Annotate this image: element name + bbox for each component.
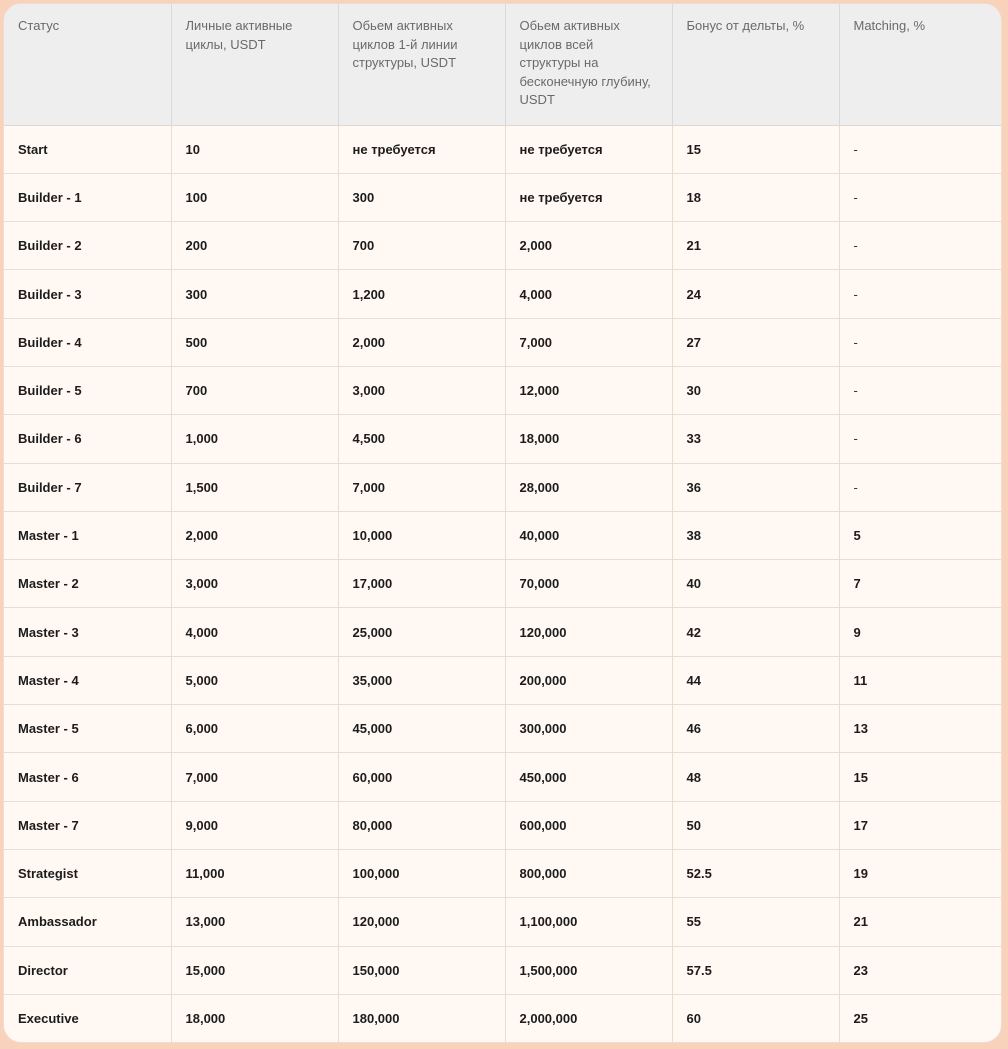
cell-status: Builder - 7 — [4, 463, 171, 511]
table-header — [4, 4, 1002, 125]
cell-personal-cycles: 7,000 — [171, 753, 338, 801]
cell-total-structure-volume: 18,000 — [505, 415, 672, 463]
cell-first-line-volume: 300 — [338, 173, 505, 221]
cell-matching: - — [839, 415, 1002, 463]
header-first-line-volume: Обьем активных циклов 1-й линии структуры, USDT — [338, 4, 505, 125]
cell-total-structure-volume: 2,000 — [505, 222, 672, 270]
cell-first-line-volume: 45,000 — [338, 705, 505, 753]
cell-personal-cycles: 5,000 — [171, 656, 338, 704]
cell-delta-bonus: 52.5 — [672, 849, 839, 897]
cell-personal-cycles: 11,000 — [171, 849, 338, 897]
cell-matching: 17 — [839, 801, 1002, 849]
cell-status: Start — [4, 125, 171, 173]
header-status: Статус — [4, 4, 171, 125]
cell-status: Master - 3 — [4, 608, 171, 656]
table-row — [4, 463, 1002, 511]
cell-first-line-volume: 100,000 — [338, 849, 505, 897]
cell-matching: 15 — [839, 753, 1002, 801]
cell-personal-cycles: 700 — [171, 366, 338, 414]
cell-delta-bonus: 33 — [672, 415, 839, 463]
cell-first-line-volume: 17,000 — [338, 560, 505, 608]
cell-total-structure-volume: 1,100,000 — [505, 898, 672, 946]
cell-personal-cycles: 100 — [171, 173, 338, 221]
cell-status: Master - 6 — [4, 753, 171, 801]
table-row — [4, 560, 1002, 608]
cell-status: Builder - 1 — [4, 173, 171, 221]
cell-delta-bonus: 60 — [672, 994, 839, 1042]
cell-personal-cycles: 13,000 — [171, 898, 338, 946]
cell-first-line-volume: 80,000 — [338, 801, 505, 849]
cell-delta-bonus: 57.5 — [672, 946, 839, 994]
cell-matching: - — [839, 173, 1002, 221]
cell-status: Builder - 4 — [4, 318, 171, 366]
table-row — [4, 608, 1002, 656]
cell-matching: 5 — [839, 511, 1002, 559]
cell-personal-cycles: 9,000 — [171, 801, 338, 849]
cell-total-structure-volume: 120,000 — [505, 608, 672, 656]
cell-status: Builder - 6 — [4, 415, 171, 463]
cell-delta-bonus: 15 — [672, 125, 839, 173]
table-row — [4, 801, 1002, 849]
cell-total-structure-volume: не требуется — [505, 125, 672, 173]
cell-matching: - — [839, 463, 1002, 511]
cell-status: Master - 7 — [4, 801, 171, 849]
cell-status: Builder - 2 — [4, 222, 171, 270]
cell-status: Master - 4 — [4, 656, 171, 704]
cell-personal-cycles: 6,000 — [171, 705, 338, 753]
cell-status: Master - 5 — [4, 705, 171, 753]
cell-delta-bonus: 21 — [672, 222, 839, 270]
cell-total-structure-volume: 300,000 — [505, 705, 672, 753]
header-matching: Matching, % — [839, 4, 1002, 125]
table-body — [4, 125, 1002, 1043]
table-row — [4, 125, 1002, 173]
cell-total-structure-volume: 2,000,000 — [505, 994, 672, 1042]
cell-first-line-volume: 150,000 — [338, 946, 505, 994]
table-row — [4, 511, 1002, 559]
cell-personal-cycles: 18,000 — [171, 994, 338, 1042]
cell-delta-bonus: 30 — [672, 366, 839, 414]
cell-first-line-volume: не требуется — [338, 125, 505, 173]
cell-total-structure-volume: 4,000 — [505, 270, 672, 318]
table-row — [4, 753, 1002, 801]
cell-personal-cycles: 3,000 — [171, 560, 338, 608]
table-row — [4, 946, 1002, 994]
cell-first-line-volume: 10,000 — [338, 511, 505, 559]
cell-delta-bonus: 36 — [672, 463, 839, 511]
cell-status: Master - 2 — [4, 560, 171, 608]
cell-matching: - — [839, 270, 1002, 318]
table-row — [4, 270, 1002, 318]
cell-total-structure-volume: 40,000 — [505, 511, 672, 559]
status-requirements-table-card — [3, 3, 1002, 1043]
cell-personal-cycles: 1,000 — [171, 415, 338, 463]
cell-personal-cycles: 1,500 — [171, 463, 338, 511]
status-requirements-table — [4, 4, 1002, 1043]
cell-delta-bonus: 55 — [672, 898, 839, 946]
cell-status: Strategist — [4, 849, 171, 897]
cell-status: Builder - 5 — [4, 366, 171, 414]
table-row — [4, 656, 1002, 704]
cell-first-line-volume: 120,000 — [338, 898, 505, 946]
cell-personal-cycles: 10 — [171, 125, 338, 173]
cell-delta-bonus: 46 — [672, 705, 839, 753]
cell-first-line-volume: 2,000 — [338, 318, 505, 366]
cell-total-structure-volume: 200,000 — [505, 656, 672, 704]
cell-matching: - — [839, 222, 1002, 270]
cell-first-line-volume: 1,200 — [338, 270, 505, 318]
cell-personal-cycles: 4,000 — [171, 608, 338, 656]
cell-matching: 9 — [839, 608, 1002, 656]
cell-delta-bonus: 48 — [672, 753, 839, 801]
cell-delta-bonus: 40 — [672, 560, 839, 608]
cell-matching: - — [839, 366, 1002, 414]
cell-personal-cycles: 15,000 — [171, 946, 338, 994]
table-row — [4, 849, 1002, 897]
cell-matching: 19 — [839, 849, 1002, 897]
cell-total-structure-volume: 7,000 — [505, 318, 672, 366]
cell-status: Director — [4, 946, 171, 994]
cell-matching: - — [839, 318, 1002, 366]
cell-delta-bonus: 18 — [672, 173, 839, 221]
header-delta-bonus: Бонус от дельты, % — [672, 4, 839, 125]
cell-total-structure-volume: 12,000 — [505, 366, 672, 414]
cell-first-line-volume: 4,500 — [338, 415, 505, 463]
cell-first-line-volume: 25,000 — [338, 608, 505, 656]
cell-matching: 23 — [839, 946, 1002, 994]
cell-personal-cycles: 300 — [171, 270, 338, 318]
cell-matching: 7 — [839, 560, 1002, 608]
table-row — [4, 173, 1002, 221]
header-personal-cycles: Личные активные циклы, USDT — [171, 4, 338, 125]
cell-matching: 11 — [839, 656, 1002, 704]
cell-total-structure-volume: 28,000 — [505, 463, 672, 511]
cell-total-structure-volume: 450,000 — [505, 753, 672, 801]
cell-matching: 13 — [839, 705, 1002, 753]
table-row — [4, 222, 1002, 270]
cell-status: Executive — [4, 994, 171, 1042]
cell-delta-bonus: 38 — [672, 511, 839, 559]
cell-total-structure-volume: 800,000 — [505, 849, 672, 897]
cell-first-line-volume: 3,000 — [338, 366, 505, 414]
cell-first-line-volume: 180,000 — [338, 994, 505, 1042]
cell-matching: - — [839, 125, 1002, 173]
cell-total-structure-volume: 600,000 — [505, 801, 672, 849]
cell-status: Master - 1 — [4, 511, 171, 559]
cell-first-line-volume: 35,000 — [338, 656, 505, 704]
table-row — [4, 994, 1002, 1042]
cell-total-structure-volume: не требуется — [505, 173, 672, 221]
table-row — [4, 415, 1002, 463]
cell-personal-cycles: 500 — [171, 318, 338, 366]
cell-personal-cycles: 200 — [171, 222, 338, 270]
cell-status: Builder - 3 — [4, 270, 171, 318]
header-row — [4, 4, 1002, 125]
cell-delta-bonus: 24 — [672, 270, 839, 318]
cell-first-line-volume: 7,000 — [338, 463, 505, 511]
table-row — [4, 318, 1002, 366]
table-row — [4, 898, 1002, 946]
cell-delta-bonus: 27 — [672, 318, 839, 366]
cell-delta-bonus: 44 — [672, 656, 839, 704]
header-total-structure-volume: Обьем активных циклов всей структуры на бесконечную глубину, USDT — [505, 4, 672, 125]
table-row — [4, 705, 1002, 753]
cell-first-line-volume: 700 — [338, 222, 505, 270]
cell-total-structure-volume: 1,500,000 — [505, 946, 672, 994]
cell-total-structure-volume: 70,000 — [505, 560, 672, 608]
cell-personal-cycles: 2,000 — [171, 511, 338, 559]
cell-delta-bonus: 42 — [672, 608, 839, 656]
cell-matching: 21 — [839, 898, 1002, 946]
cell-first-line-volume: 60,000 — [338, 753, 505, 801]
cell-delta-bonus: 50 — [672, 801, 839, 849]
cell-matching: 25 — [853, 1011, 868, 1027]
table-row — [4, 366, 1002, 414]
cell-status: Ambassador — [4, 898, 171, 946]
